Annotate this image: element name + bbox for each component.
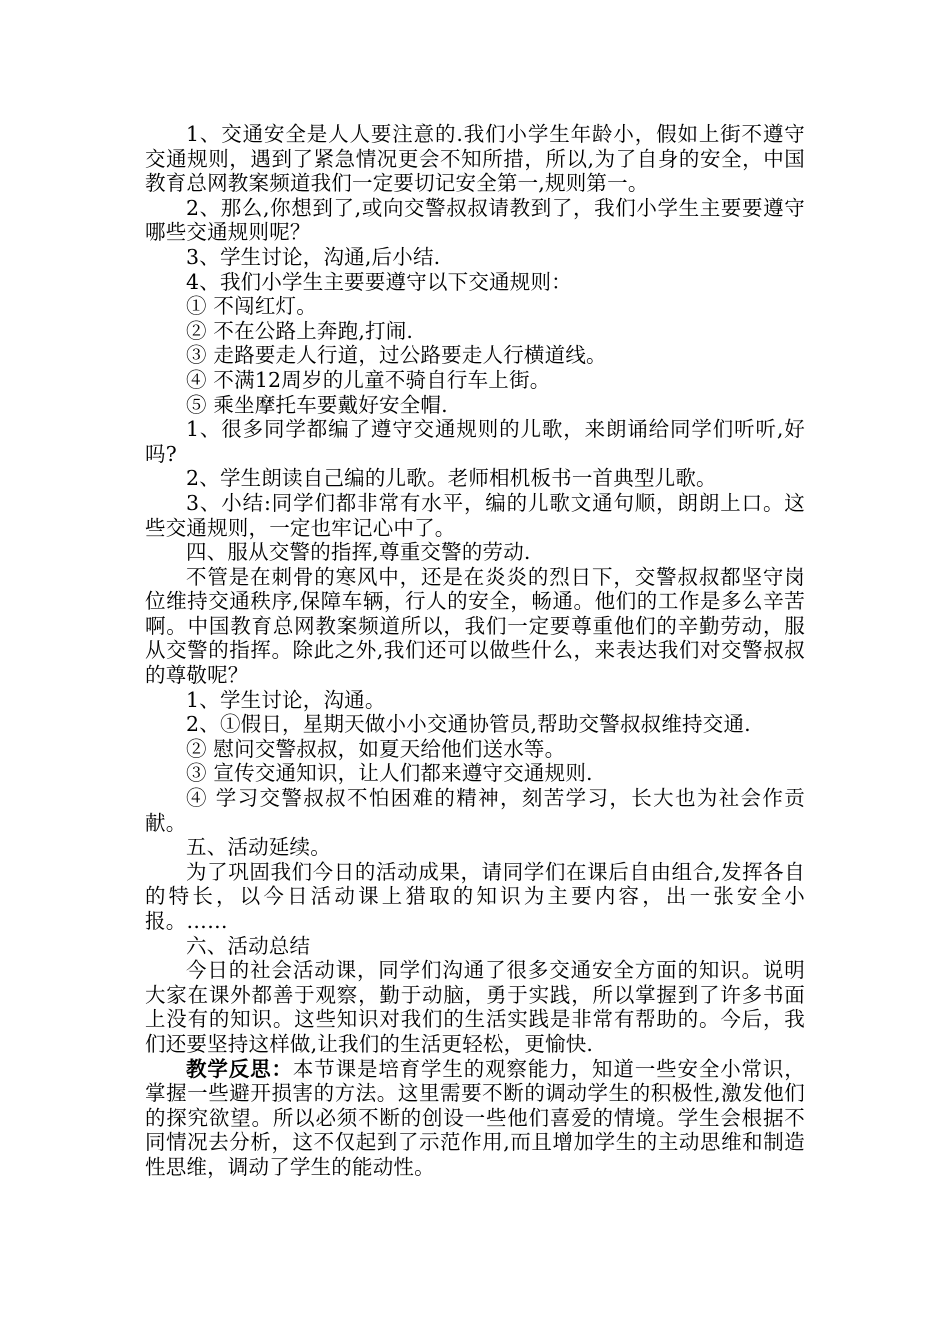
paragraph-12: 今日的社会活动课，同学们沟通了很多交通安全方面的知识。说明大家在课外都善于观察，勤于动脑，勇于实践，所以掌握到了许多书面上没有的知识。这些知识对我们的生活实践是非常有帮助的。今后，我们还要坚持这样做,让我们的生活更轻松，更愉快. <box>145 958 805 1056</box>
rule-item-5: ⑤ 乘坐摩托车要戴好安全帽. <box>186 392 448 417</box>
action-item-2: ② 慰问交警叔叔，如夏天给他们送水等。 <box>186 736 566 761</box>
paragraph-8: 不管是在刺骨的寒风中，还是在炎炎的烈日下，交警叔叔都坚守岗位维持交通秩序,保障车辆，行人的安全，畅通。他们的工作是多么辛苦啊。中国教育总网教案频道所以，我们一定要尊重他们的辛勤劳动，服从交警的指挥。除此之外,我们还可以做些什么，来表达我们对交警叔叔的尊敬呢？ <box>145 564 805 688</box>
paragraph-11: 为了巩固我们今日的活动成果，请同学们在课后自由组合,发挥各自的特长，以今日活动课上猎取的知识为主要内容，出一张安全小报。…… <box>145 859 805 933</box>
reflection-paragraph <box>145 1057 805 1180</box>
rule-item-4: ④ 不满12周岁的儿童不骑自行车上街。 <box>186 367 551 392</box>
rule-item-2: ② 不在公路上奔跑,打闹. <box>186 318 414 343</box>
section-heading-5: 五、活动延续。 <box>186 835 331 860</box>
paragraph-1: 1、交通安全是人人要注意的.我们小学生年龄小，假如上街不遵守交通规则，遇到了紧急情况更会不知所措，所以,为了自身的安全，中国教育总网教案频道我们一定要切记安全第一,规则第一。 <box>145 122 805 196</box>
section-heading-4: 四、服从交警的指挥,尊重交警的劳动. <box>186 540 531 565</box>
reflection-label: 教学反思： <box>186 1056 293 1081</box>
reflection-text: 本节课是培育学生的观察能力，知道一些安全小常识，掌握一些避开损害的方法。这里需要不断的调动学生的积极性,激发他们的探究欲望。所以必须不断的创设一些他们喜爱的情境。学生会根据不同情况去分析，这不仅起到了示范作用,而且增加学生的主动思维和制造性思维，调动了学生的能动性。 <box>145 1056 805 1179</box>
paragraph-9: 1、学生讨论，沟通。 <box>186 687 386 712</box>
paragraph-7: 3、小结:同学们都非常有水平，编的儿歌文通句顺，朗朗上口。这些交通规则，一定也牢记心中了。 <box>145 490 805 540</box>
action-item-3: ③ 宣传交通知识，让人们都来遵守交通规则. <box>186 761 593 786</box>
document-body <box>145 122 805 1180</box>
paragraph-5: 1、很多同学都编了遵守交通规则的儿歌，来朗诵给同学们听听,好吗? <box>145 417 805 466</box>
rule-item-3: ③ 走路要走人行道，过公路要走人行横道线。 <box>186 343 607 368</box>
action-item-4: ④ 学习交警叔叔不怕困难的精神，刻苦学习，长大也为社会作贡献。 <box>145 786 805 835</box>
paragraph-6: 2、学生朗读自己编的儿歌。老师相机板书一首典型儿歌。 <box>186 466 717 491</box>
paragraph-4: 4、我们小学生主要要遵守以下交通规则： <box>186 269 572 294</box>
paragraph-2: 2、那么,你想到了,或向交警叔叔请教到了，我们小学生主要要遵守哪些交通规则呢？ <box>145 195 805 245</box>
rule-item-1: ① 不闯红灯。 <box>186 294 317 319</box>
paragraph-3: 3、学生讨论，沟通,后小结. <box>186 244 441 269</box>
section-heading-6: 六、活动总结 <box>186 933 311 958</box>
paragraph-10: 2、①假日，星期天做小小交通协管员,帮助交警叔叔维持交通. <box>186 712 751 737</box>
